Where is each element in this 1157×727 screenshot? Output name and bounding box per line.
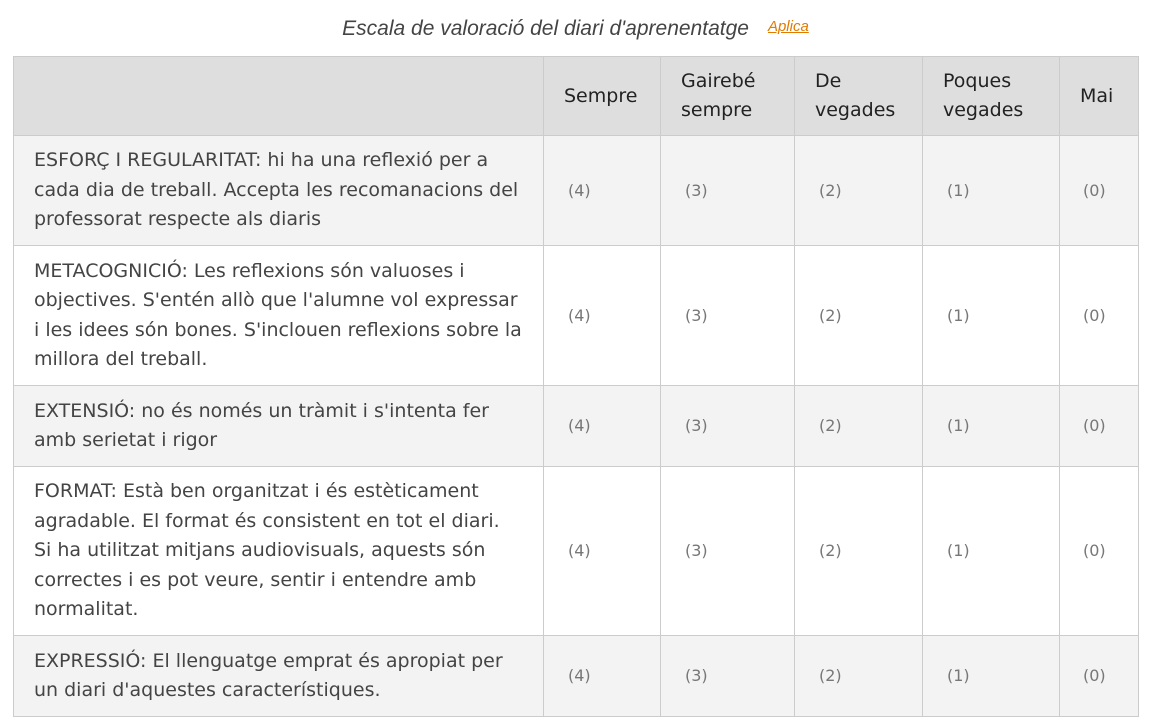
- score-cell[interactable]: [1060, 136, 1139, 246]
- score-cell[interactable]: [544, 246, 661, 386]
- criterion-esforc: ESFORÇ I REGULARITAT: hi ha una reflexió per a cada dia de treball. Accepta les recomanacions del professorat respecte als diaris: [14, 136, 544, 246]
- score-cell[interactable]: [923, 467, 1060, 636]
- score-cell[interactable]: [544, 386, 661, 467]
- score-de-vegades[interactable]: (2): [819, 180, 842, 200]
- score-mai[interactable]: (0): [1083, 541, 1106, 561]
- table-row: [14, 636, 1139, 717]
- header-mai: Mai: [1060, 57, 1139, 136]
- score-cell[interactable]: [544, 636, 661, 717]
- score-gairebe-sempre[interactable]: (3): [685, 305, 708, 325]
- score-cell[interactable]: [1060, 386, 1139, 467]
- score-cell[interactable]: [661, 386, 795, 467]
- table-caption: [13, 14, 1138, 44]
- score-cell[interactable]: [795, 386, 923, 467]
- score-gairebe-sempre[interactable]: (3): [685, 416, 708, 436]
- table-title: Escala de valoració del diari d'aprenentatge: [342, 17, 749, 40]
- header-criterion-column: [14, 57, 544, 136]
- table-row: [14, 246, 1139, 386]
- score-cell[interactable]: [661, 246, 795, 386]
- score-cell[interactable]: [1060, 467, 1139, 636]
- table-row: [14, 136, 1139, 246]
- score-gairebe-sempre[interactable]: (3): [685, 180, 708, 200]
- score-cell[interactable]: [923, 386, 1060, 467]
- score-mai[interactable]: (0): [1083, 416, 1106, 436]
- score-sempre[interactable]: (4): [568, 416, 591, 436]
- score-cell[interactable]: [1060, 636, 1139, 717]
- score-cell[interactable]: [661, 136, 795, 246]
- criterion-format: FORMAT: Està ben organitzat i és estèticament agradable. El format és consistent en tot el diari. Si ha utilitzat mitjans audiovisuals, aquests són correctes i es pot veure, sentir i entendre amb normalitat.: [14, 467, 544, 636]
- table-row: [14, 467, 1139, 636]
- table-row: [14, 386, 1139, 467]
- score-poques-vegades[interactable]: (1): [947, 541, 970, 561]
- criterion-metacognicio: METACOGNICIÓ: Les reflexions són valuoses i objectives. S'entén allò que l'alumne vol expressar i les idees són bones. S'inclouen reflexions sobre la millora del treball.: [14, 246, 544, 386]
- score-gairebe-sempre[interactable]: (3): [685, 541, 708, 561]
- header-sempre: Sempre: [544, 57, 661, 136]
- score-cell[interactable]: [661, 467, 795, 636]
- score-poques-vegades[interactable]: (1): [947, 416, 970, 436]
- score-mai[interactable]: (0): [1083, 305, 1106, 325]
- score-cell[interactable]: [923, 246, 1060, 386]
- score-sempre[interactable]: (4): [568, 305, 591, 325]
- score-de-vegades[interactable]: (2): [819, 541, 842, 561]
- header-de-vegades: De vegades: [795, 57, 923, 136]
- score-poques-vegades[interactable]: (1): [947, 180, 970, 200]
- score-gairebe-sempre[interactable]: (3): [685, 666, 708, 686]
- score-cell[interactable]: [661, 636, 795, 717]
- score-sempre[interactable]: (4): [568, 180, 591, 200]
- score-mai[interactable]: (0): [1083, 666, 1106, 686]
- score-cell[interactable]: [923, 136, 1060, 246]
- score-de-vegades[interactable]: (2): [819, 416, 842, 436]
- score-poques-vegades[interactable]: (1): [947, 305, 970, 325]
- header-poques-vegades: Poques vegades: [923, 57, 1060, 136]
- score-cell[interactable]: [795, 246, 923, 386]
- score-cell[interactable]: [544, 467, 661, 636]
- score-cell[interactable]: [544, 136, 661, 246]
- score-cell[interactable]: [795, 136, 923, 246]
- score-de-vegades[interactable]: (2): [819, 305, 842, 325]
- score-cell[interactable]: [1060, 246, 1139, 386]
- header-row: [14, 57, 1139, 136]
- criterion-extensio: EXTENSIÓ: no és només un tràmit i s'intenta fer amb serietat i rigor: [14, 386, 544, 467]
- score-cell[interactable]: [795, 636, 923, 717]
- score-de-vegades[interactable]: (2): [819, 666, 842, 686]
- apply-link[interactable]: Aplica: [767, 17, 809, 35]
- header-gairebe-sempre: Gairebé sempre: [661, 57, 795, 136]
- score-mai[interactable]: (0): [1083, 180, 1106, 200]
- criterion-expressio: EXPRESSIÓ: El llenguatge emprat és apropiat per un diari d'aquestes característiques.: [14, 636, 544, 717]
- score-cell[interactable]: [795, 467, 923, 636]
- score-sempre[interactable]: (4): [568, 541, 591, 561]
- score-sempre[interactable]: (4): [568, 666, 591, 686]
- score-poques-vegades[interactable]: (1): [947, 666, 970, 686]
- score-cell[interactable]: [923, 636, 1060, 717]
- rubric-table: [13, 56, 1139, 717]
